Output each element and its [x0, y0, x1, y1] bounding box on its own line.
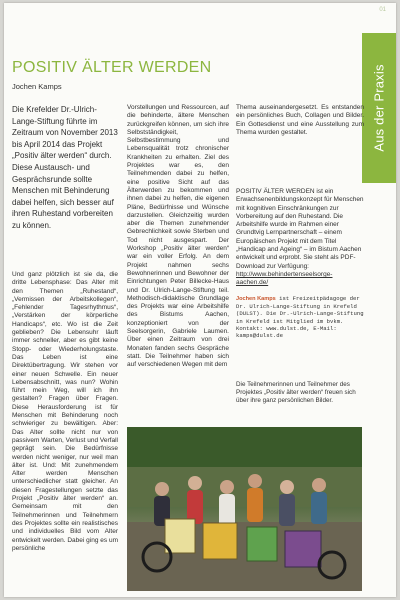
info-box-text: POSITIV ÄLTER WERDEN ist ein Erwachsenenbildungskonzept für Menschen mit kognitiven Einschränkungen zur Vorbereitung auf den Ruhestand. Die Arbeitshilfe wurde im Rahmen einer Grundtvig Lernpartnerschaft – einem Europäischen Projekt mit dem Titel „Handicap and Ageing“ – im Bistum Aachen entwickelt und erprobt. Sie steht als PDF-Download zur Verfügung: — [236, 188, 364, 270]
page-number: 01 — [379, 7, 386, 13]
photo-caption: Die Teilnehmerinnen und Teilnehmer des Projektes „Positiv älter werden“ freuen sich über ihre ganz persönlichen Bilder. — [236, 381, 356, 404]
article-lead: Die Krefelder Dr.-Ulrich-Lange-Stiftung führte im Zeitraum von November 2013 bis April 2014 das Projekt „Positiv älter werden“ durch. Diese Austausch- und Gesprächsrunde sollte Menschen mit Behinderung dabei helfen, sich besser auf ihren Ruhestand vorbereiten zu können. — [12, 105, 118, 230]
author-bio — [236, 295, 364, 339]
column-2-text: Vorstellungen und Ressourcen, auf die behinderte, ältere Menschen zurückgreifen können, um sich ihre Selbstständigkeit, Selbstbestimmung und Lebensqualität trotz chronischer Krankheiten zu erhalten. Ziel des Projektes war es, den Teilnehmenden dabei zu helfen, eine positive Sicht auf das Älterwerden zu bekommen und ihnen dabei zu helfen, die eigenen Pläne, Bedürfnisse und Wünsche darzustellen. Gleichzeitig wurden aber die Themen zunehmender Gebrechlichkeit sowie Sterben und Tod nicht ausgespart. Der Workshop „Positiv älter werden“ war ein voller Erfolg. An dem Projekt nahmen sechs Bewohnerinnen und Bewohner der Einrichtungen Peter Billecke-Haus und Dr. Ulrich-Lange-Stiftung teil. Methodisch-didaktische Grundlage des Projekts war eine Arbeitshilfe des Bistums Aachen, konzeptioniert von der Seelsorgerin, Gabriele Laumen. Über einen Zeitraum von drei Monaten fanden sechs Gespräche statt. Die Teilnehmer haben sich auf verschiedenen Wegen mit dem — [127, 104, 229, 369]
download-link[interactable]: http://www.behindertenseelsorge-aachen.de/ — [236, 270, 333, 287]
column-3-text: Thema auseinandergesetzt. Es entstanden ein persönliches Buch, Collagen und Bilder. Ein Gottesdienst und eine Ausstellung zum Thema wurden gestaltet. — [236, 104, 364, 136]
column-1-text: Und ganz plötzlich ist sie da, die dritte Lebensphase: Das Alter mit den Themen „Ruhestand“, „Vermissen der Arbeitskollegen“, „Fehlender Tagesrhythmus“, „Verstärken der körperliche Handicaps“, etc. Wo ist die Zeit geblieben? Die Lebensuhr läuft immer schneller, aber es gibt keine Stopp- oder Wiederholungstaste. Das Leben ist eine Direktübertragung. Wir stehen vor einer neuen Schwelle. Ein neuer Lebensabschnitt, was nun? Wohin führt mein Weg, will ich ihn gestalten? Fragen über Fragen. Diese Herausforderung ist für Menschen mit Behinderung noch schwieriger zu bewältigen. Aber: Das Alter sollte nicht nur von passivem Warten, Verlust und Verfall geprägt sein. Die Bedürfnisse werden nicht weniger, nur weil man älter ist. Und: Mit zunehmendem Alter werden Menschen unterschiedlicher statt gleicher. An diesen Fragestellungen setzte das Projekt „Positiv älter werden“ an. Gemeinsam mit den Teilnehmerinnen und Teilnehmern des Projektes sollte ein realistisches und individuelles Bild vom Alter entwickelt werden. Dabei ging es um persönliche — [12, 271, 118, 552]
magazine-page — [4, 3, 396, 597]
group-photo-illustration — [127, 427, 362, 591]
section-sidebar — [362, 33, 396, 183]
info-box — [236, 188, 364, 288]
article-author: Jochen Kamps — [12, 82, 62, 91]
article-title: POSITIV ÄLTER WERDEN — [12, 59, 212, 76]
bio-name: Jochen Kamps — [236, 296, 276, 302]
group-photo — [127, 427, 362, 591]
bio-text: ist Freizeitpädagoge der Dr. Ulrich-Lange-Stiftung in Krefeld (DULST). Die Dr.-Ulrich-Lange-Stiftung in Krefeld ist Mitglied im bvkm. Kontakt: www.dulst.de, E-Mail: kamps@dulst.de — [236, 295, 364, 340]
section-label: Aus der Praxis — [371, 64, 387, 152]
